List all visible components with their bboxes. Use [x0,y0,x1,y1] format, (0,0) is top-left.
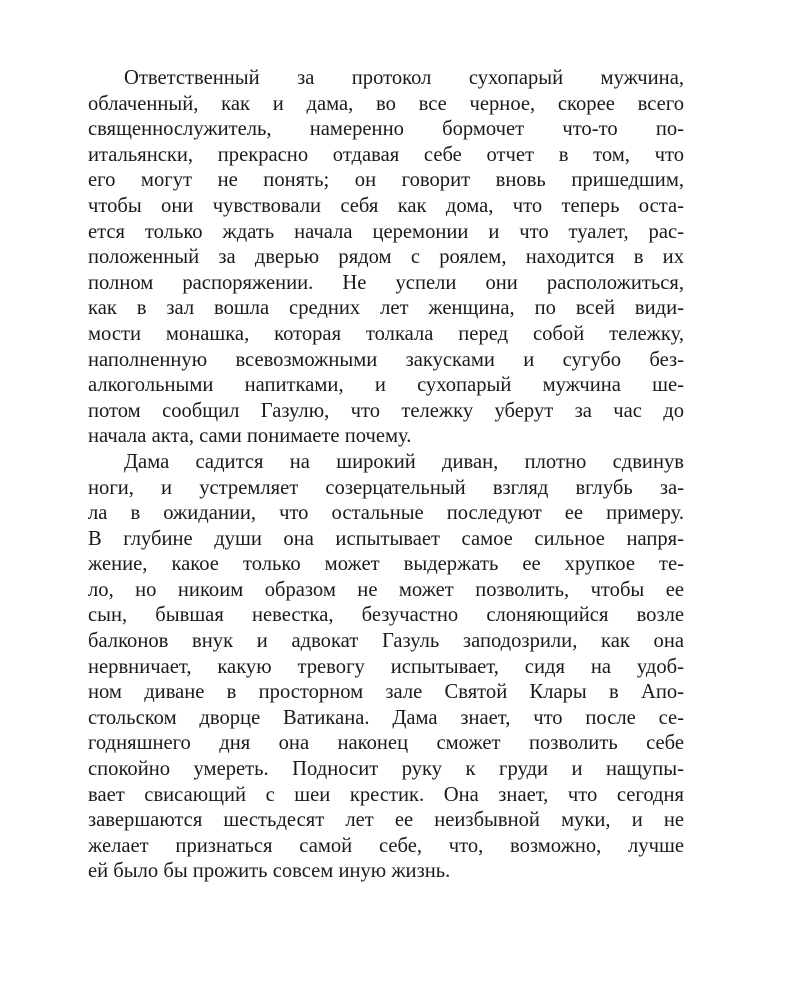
text-line: ется только ждать начала церемонии и что туалет, рас- [88,220,684,243]
text-line: желает признаться самой себе, что, возможно, лучше [88,834,684,857]
text-line: как в зал вошла средних лет женщина, по всей види- [88,297,684,320]
text-line: стольском дворце Ватикана. Дама знает, что после се- [88,706,684,729]
text-line: положенный за дверью рядом с роялем, находится в их [88,246,684,269]
text-line: чтобы они чувствовали себя как дома, что теперь оста- [88,194,684,217]
text-line: мости монашка, которая толкала перед собой тележку, [88,322,684,345]
text-line: балконов внук и адвокат Газуль заподозрили, как она [88,630,684,653]
text-line: ном диване в просторном зале Святой Клары в Апо- [88,681,684,704]
text-line: ла в ожидании, что остальные последуют ее примеру. [88,502,684,525]
paragraph-1 [88,66,684,450]
text-line: нервничает, какую тревогу испытывает, сидя на удоб- [88,655,684,678]
text-line: вает свисающий с шеи крестик. Она знает, что сегодня [88,783,684,806]
book-page [88,66,684,885]
text-line: В глубине души она испытывает самое сильное напря- [88,527,684,550]
text-line: священнослужитель, намеренно бормочет что-то по- [88,118,684,141]
text-line: ло, но никоим образом не может позволить, чтобы ее [88,578,684,601]
text-line: ей было бы прожить совсем иную жизнь. [88,860,451,883]
text-line: потом сообщил Газулю, что тележку уберут за час до [88,399,684,422]
text-line: итальянски, прекрасно отдавая себе отчет в том, что [88,143,684,166]
text-line: Дама садится на широкий диван, плотно сдвинув [124,450,684,473]
text-line: сын, бывшая невестка, безучастно слоняющийся возле [88,604,684,627]
text-line: алкогольными напитками, и сухопарый мужчина ше- [88,374,684,397]
text-line: ноги, и устремляет созерцательный взгляд вглубь за- [88,476,684,499]
text-line: годняшнего дня она наконец сможет позволить себе [88,732,684,755]
text-line: спокойно умереть. Подносит руку к груди и нащупы- [88,758,684,781]
text-line: наполненную всевозможными закусками и сугубо без- [88,348,684,371]
text-line: жение, какое только может выдержать ее хрупкое те- [88,553,684,576]
text-line: начала акта, сами понимаете почему. [88,425,412,448]
text-line: Ответственный за протокол сухопарый мужчина, [124,67,684,89]
paragraph-2 [88,450,684,885]
text-line: его могут не понять; он говорит вновь пришедшим, [88,169,684,192]
text-line: завершаются шестьдесят лет ее неизбывной муки, и не [88,809,684,832]
text-line: облаченный, как и дама, во все черное, скорее всего [88,92,684,115]
text-line: полном распоряжении. Не успели они расположиться, [88,271,684,294]
